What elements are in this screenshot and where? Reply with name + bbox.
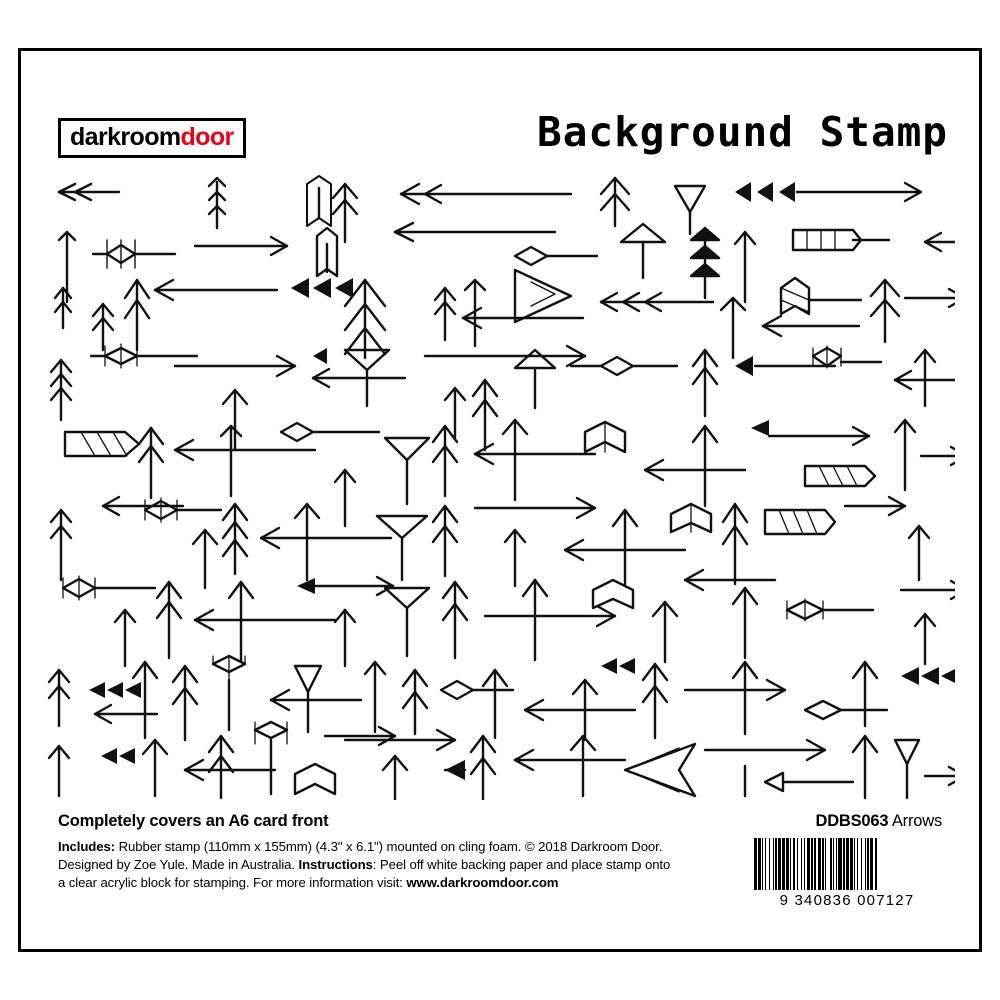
includes-label: Includes: <box>58 839 115 854</box>
instructions-label: Instructions <box>298 856 373 872</box>
sku-code: DDBS063 <box>815 812 889 830</box>
brand-name-first: darkroom <box>70 123 181 151</box>
stamp-artwork <box>45 170 955 800</box>
page-title: Background Stamp <box>537 108 948 156</box>
includes-text: Rubber stamp (110mm x 155mm) (4.3" x 6.1") mounted on cling foam. © 2018 Darkroom Door. Designed by Zoe Yule. Made in Australia. <box>58 839 663 872</box>
sku-name: Arrows <box>891 812 942 830</box>
barcode-bar <box>877 838 878 890</box>
arrows-pattern-svg <box>45 170 955 800</box>
barcode-bars <box>754 838 940 890</box>
covers-text: Completely covers an A6 card front <box>58 812 329 830</box>
brand-logo <box>58 118 246 158</box>
barcode <box>754 838 940 909</box>
brand-name-second: door <box>180 123 234 151</box>
legal-text <box>58 838 676 891</box>
sku-label <box>815 812 942 831</box>
website-link[interactable]: www.darkroomdoor.com <box>406 874 559 890</box>
barcode-number: 9 340836 007127 <box>779 892 915 909</box>
instructions-text: : Peel off white backing paper and place stamp onto a clear acrylic block for stamping. For more information visit: <box>58 856 671 890</box>
